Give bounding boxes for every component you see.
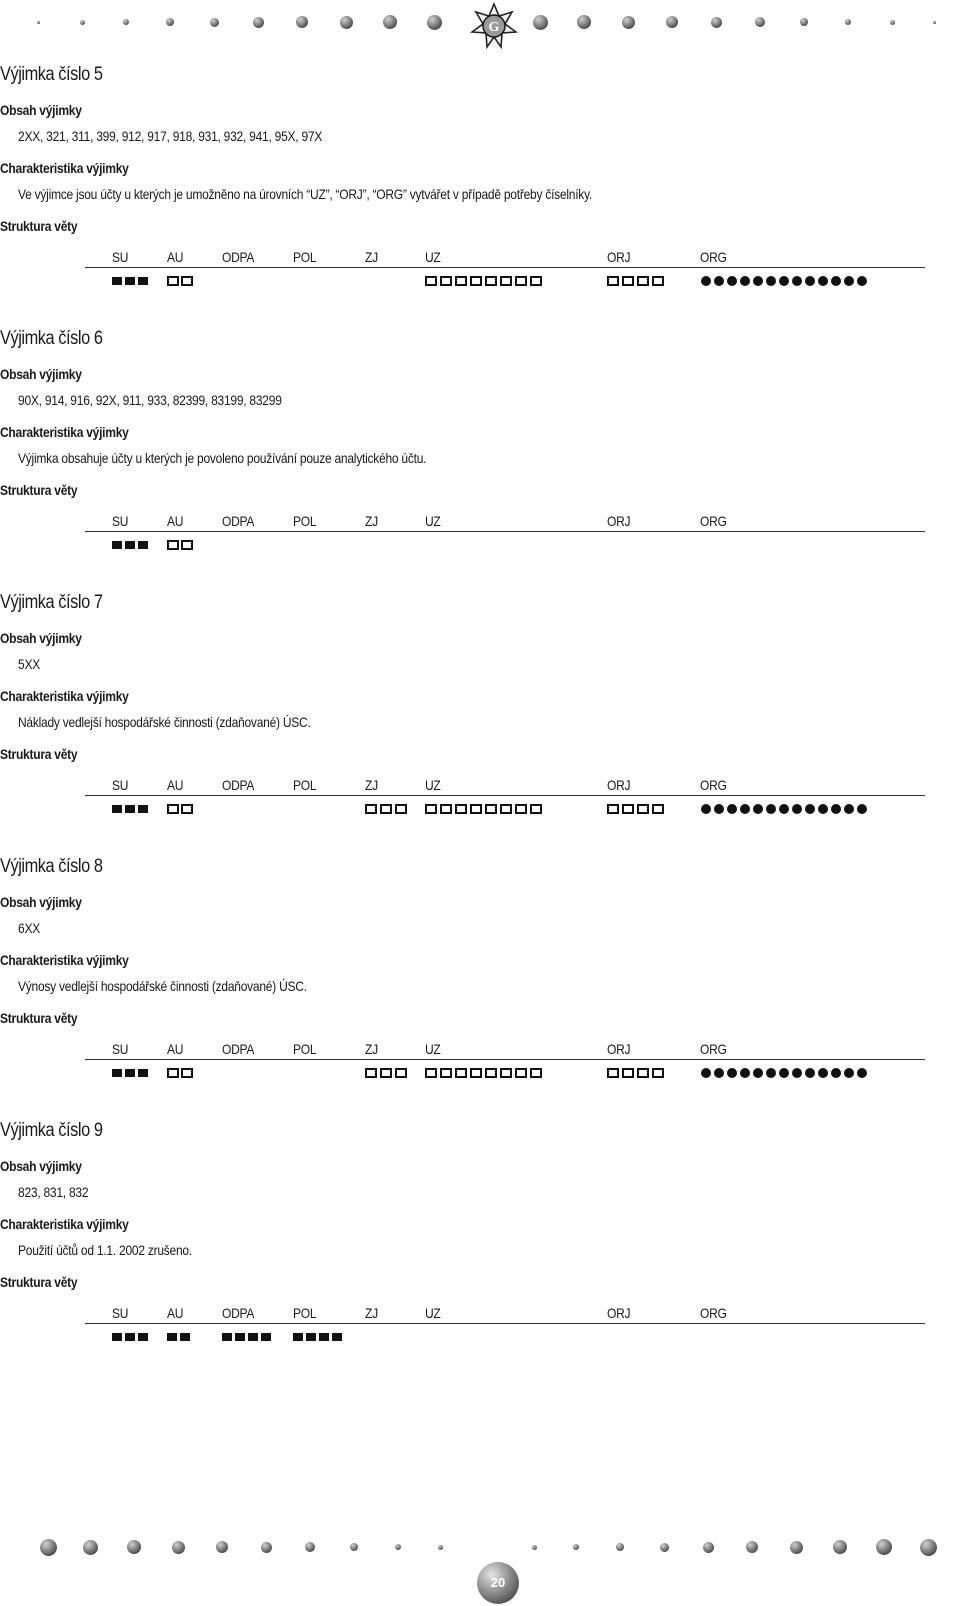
decorative-dot bbox=[755, 17, 765, 27]
column-header: UZ bbox=[425, 1041, 441, 1057]
decorative-dot bbox=[83, 1540, 98, 1555]
section-title: Výjimka číslo 9 bbox=[0, 1120, 103, 1141]
decorative-dot bbox=[666, 16, 678, 28]
decorative-dot bbox=[711, 17, 722, 28]
struktura-label: Struktura věty bbox=[0, 1010, 78, 1026]
column-header: AU bbox=[167, 513, 184, 529]
obsah-label: Obsah výjimky bbox=[0, 630, 82, 646]
structure-table bbox=[85, 247, 925, 297]
charakteristika-value: Ve výjimce jsou účty u kterých je umožněno na úrovních “UZ”, “ORJ”, “ORG” vytvářet v případě potřeby číselníky. bbox=[18, 186, 593, 202]
column-header: ZJ bbox=[365, 249, 378, 265]
obsah-value: 90X, 914, 916, 92X, 911, 933, 82399, 83199, 83299 bbox=[18, 392, 282, 408]
structure-table bbox=[85, 1039, 925, 1089]
structure-table bbox=[85, 511, 925, 561]
decorative-dot bbox=[296, 16, 308, 28]
column-header: ODPA bbox=[222, 513, 255, 529]
column-header: UZ bbox=[425, 777, 441, 793]
decorative-dot bbox=[395, 1544, 401, 1550]
structure-table bbox=[85, 775, 925, 825]
orj-optional-marks-icon bbox=[607, 1067, 673, 1079]
struktura-label: Struktura věty bbox=[0, 218, 78, 234]
decorative-dot bbox=[703, 1542, 714, 1553]
decorative-dot bbox=[123, 19, 129, 25]
decorative-dot bbox=[80, 20, 85, 25]
column-header: ORG bbox=[700, 249, 727, 265]
header-rule bbox=[85, 267, 925, 268]
column-header: AU bbox=[167, 1305, 184, 1321]
column-header-row bbox=[85, 511, 925, 531]
header-rule bbox=[85, 1323, 925, 1324]
column-header: ORG bbox=[700, 777, 727, 793]
column-header: ORJ bbox=[607, 1041, 631, 1057]
column-header-row bbox=[85, 247, 925, 267]
charakteristika-value: Použití účtů od 1.1. 2002 zrušeno. bbox=[18, 1242, 192, 1258]
decorative-dot bbox=[920, 1539, 937, 1556]
column-header-row bbox=[85, 1303, 925, 1323]
orj-optional-marks-icon bbox=[607, 803, 673, 815]
uz-optional-marks-icon bbox=[425, 1067, 551, 1079]
au-optional-marks-icon bbox=[167, 539, 197, 551]
decorative-dot bbox=[127, 1540, 141, 1554]
obsah-value: 2XX, 321, 311, 399, 912, 917, 918, 931, 932, 941, 95X, 97X bbox=[18, 128, 323, 144]
su-required-marks-icon bbox=[112, 539, 152, 551]
orj-optional-marks-icon bbox=[607, 275, 673, 287]
decorative-dot bbox=[40, 1539, 57, 1556]
column-header: SU bbox=[112, 249, 129, 265]
section-title: Výjimka číslo 5 bbox=[0, 64, 103, 85]
charakteristika-value: Výnosy vedlejší hospodářské činnosti (zdaňované) ÚSC. bbox=[18, 978, 307, 994]
decorative-dot bbox=[790, 1541, 803, 1554]
column-header: ORG bbox=[700, 1305, 727, 1321]
decorative-dot bbox=[37, 21, 40, 24]
column-header-row bbox=[85, 1039, 925, 1059]
page-number: 20 bbox=[477, 1562, 519, 1604]
odpa-required-marks-icon bbox=[222, 1331, 278, 1343]
decorative-dot bbox=[350, 1543, 358, 1551]
charakteristika-value: Náklady vedlejší hospodářské činnosti (zdaňované) ÚSC. bbox=[18, 714, 311, 730]
zj-optional-marks-icon bbox=[365, 1067, 415, 1079]
column-header: ZJ bbox=[365, 777, 378, 793]
structure-table bbox=[85, 1303, 925, 1353]
au-required-marks-icon bbox=[167, 1331, 197, 1343]
pol-required-marks-icon bbox=[293, 1331, 349, 1343]
decorative-dot bbox=[383, 15, 397, 29]
decorative-dot bbox=[573, 1544, 579, 1550]
column-header: SU bbox=[112, 777, 129, 793]
struktura-label: Struktura věty bbox=[0, 482, 78, 498]
struktura-label: Struktura věty bbox=[0, 746, 78, 762]
column-header: ODPA bbox=[222, 777, 255, 793]
column-header: ORJ bbox=[607, 1305, 631, 1321]
decorative-dot bbox=[210, 18, 219, 27]
column-header: SU bbox=[112, 1041, 129, 1057]
org-digit-marks-icon bbox=[700, 803, 870, 815]
su-required-marks-icon bbox=[112, 803, 152, 815]
decorative-dot bbox=[532, 1545, 537, 1550]
su-required-marks-icon bbox=[112, 275, 152, 287]
column-header: POL bbox=[293, 1305, 317, 1321]
column-header: ZJ bbox=[365, 1305, 378, 1321]
org-digit-marks-icon bbox=[700, 275, 870, 287]
column-header: ODPA bbox=[222, 249, 255, 265]
charakteristika-label: Charakteristika výjimky bbox=[0, 952, 129, 968]
su-required-marks-icon bbox=[112, 1331, 152, 1343]
column-header: POL bbox=[293, 513, 317, 529]
obsah-label: Obsah výjimky bbox=[0, 366, 82, 382]
uz-optional-marks-icon bbox=[425, 275, 551, 287]
decorative-dot bbox=[660, 1543, 669, 1552]
obsah-label: Obsah výjimky bbox=[0, 1158, 82, 1174]
column-header: AU bbox=[167, 1041, 184, 1057]
column-header-row bbox=[85, 775, 925, 795]
column-header: UZ bbox=[425, 1305, 441, 1321]
uz-optional-marks-icon bbox=[425, 803, 551, 815]
column-header: ORJ bbox=[607, 513, 631, 529]
decorative-dot bbox=[876, 1539, 892, 1555]
section-title: Výjimka číslo 8 bbox=[0, 856, 103, 877]
footer-dot-row bbox=[0, 1527, 960, 1567]
decorative-dot bbox=[890, 20, 895, 25]
decorative-dot bbox=[746, 1541, 758, 1553]
decorative-dot bbox=[166, 18, 174, 26]
header-dot-row bbox=[0, 0, 960, 40]
obsah-value: 5XX bbox=[18, 656, 40, 672]
decorative-dot bbox=[533, 15, 548, 30]
column-header: ORJ bbox=[607, 777, 631, 793]
column-header: UZ bbox=[425, 513, 441, 529]
au-optional-marks-icon bbox=[167, 1067, 197, 1079]
org-digit-marks-icon bbox=[700, 1067, 870, 1079]
column-header: ODPA bbox=[222, 1305, 255, 1321]
au-optional-marks-icon bbox=[167, 275, 197, 287]
column-header: SU bbox=[112, 513, 129, 529]
column-header: AU bbox=[167, 777, 184, 793]
section-title: Výjimka číslo 6 bbox=[0, 328, 103, 349]
column-header: UZ bbox=[425, 249, 441, 265]
decorative-dot bbox=[438, 1545, 443, 1550]
decorative-dot bbox=[622, 16, 635, 29]
su-required-marks-icon bbox=[112, 1067, 152, 1079]
column-header: POL bbox=[293, 1041, 317, 1057]
column-header: ORJ bbox=[607, 249, 631, 265]
column-header: ODPA bbox=[222, 1041, 255, 1057]
decorative-dot bbox=[216, 1541, 228, 1553]
decorative-dot bbox=[616, 1543, 624, 1551]
zj-optional-marks-icon bbox=[365, 803, 415, 815]
decorative-dot bbox=[800, 18, 808, 26]
decorative-dot bbox=[833, 1540, 847, 1554]
obsah-label: Obsah výjimky bbox=[0, 894, 82, 910]
column-header: ORG bbox=[700, 1041, 727, 1057]
obsah-label: Obsah výjimky bbox=[0, 102, 82, 118]
column-header: POL bbox=[293, 777, 317, 793]
column-header: ZJ bbox=[365, 513, 378, 529]
column-header: SU bbox=[112, 1305, 129, 1321]
decorative-dot bbox=[172, 1541, 185, 1554]
g-logo-icon bbox=[470, 2, 518, 50]
charakteristika-label: Charakteristika výjimky bbox=[0, 160, 129, 176]
decorative-dot bbox=[340, 16, 353, 29]
decorative-dot bbox=[427, 15, 442, 30]
au-optional-marks-icon bbox=[167, 803, 197, 815]
section-title: Výjimka číslo 7 bbox=[0, 592, 103, 613]
charakteristika-label: Charakteristika výjimky bbox=[0, 424, 129, 440]
column-header: ZJ bbox=[365, 1041, 378, 1057]
decorative-dot bbox=[845, 19, 851, 25]
decorative-dot bbox=[305, 1542, 315, 1552]
charakteristika-label: Charakteristika výjimky bbox=[0, 1216, 129, 1232]
charakteristika-label: Charakteristika výjimky bbox=[0, 688, 129, 704]
svg-text:G: G bbox=[488, 20, 500, 35]
obsah-value: 6XX bbox=[18, 920, 40, 936]
header-rule bbox=[85, 1059, 925, 1060]
column-header: ORG bbox=[700, 513, 727, 529]
header-rule bbox=[85, 531, 925, 532]
decorative-dot bbox=[933, 21, 936, 24]
header-rule bbox=[85, 795, 925, 796]
decorative-dot bbox=[261, 1542, 272, 1553]
charakteristika-value: Výjimka obsahuje účty u kterých je povoleno používání pouze analytického účtu. bbox=[18, 450, 427, 466]
decorative-dot bbox=[577, 15, 591, 29]
column-header: AU bbox=[167, 249, 184, 265]
obsah-value: 823, 831, 832 bbox=[18, 1184, 89, 1200]
decorative-dot bbox=[253, 17, 264, 28]
struktura-label: Struktura věty bbox=[0, 1274, 78, 1290]
column-header: POL bbox=[293, 249, 317, 265]
